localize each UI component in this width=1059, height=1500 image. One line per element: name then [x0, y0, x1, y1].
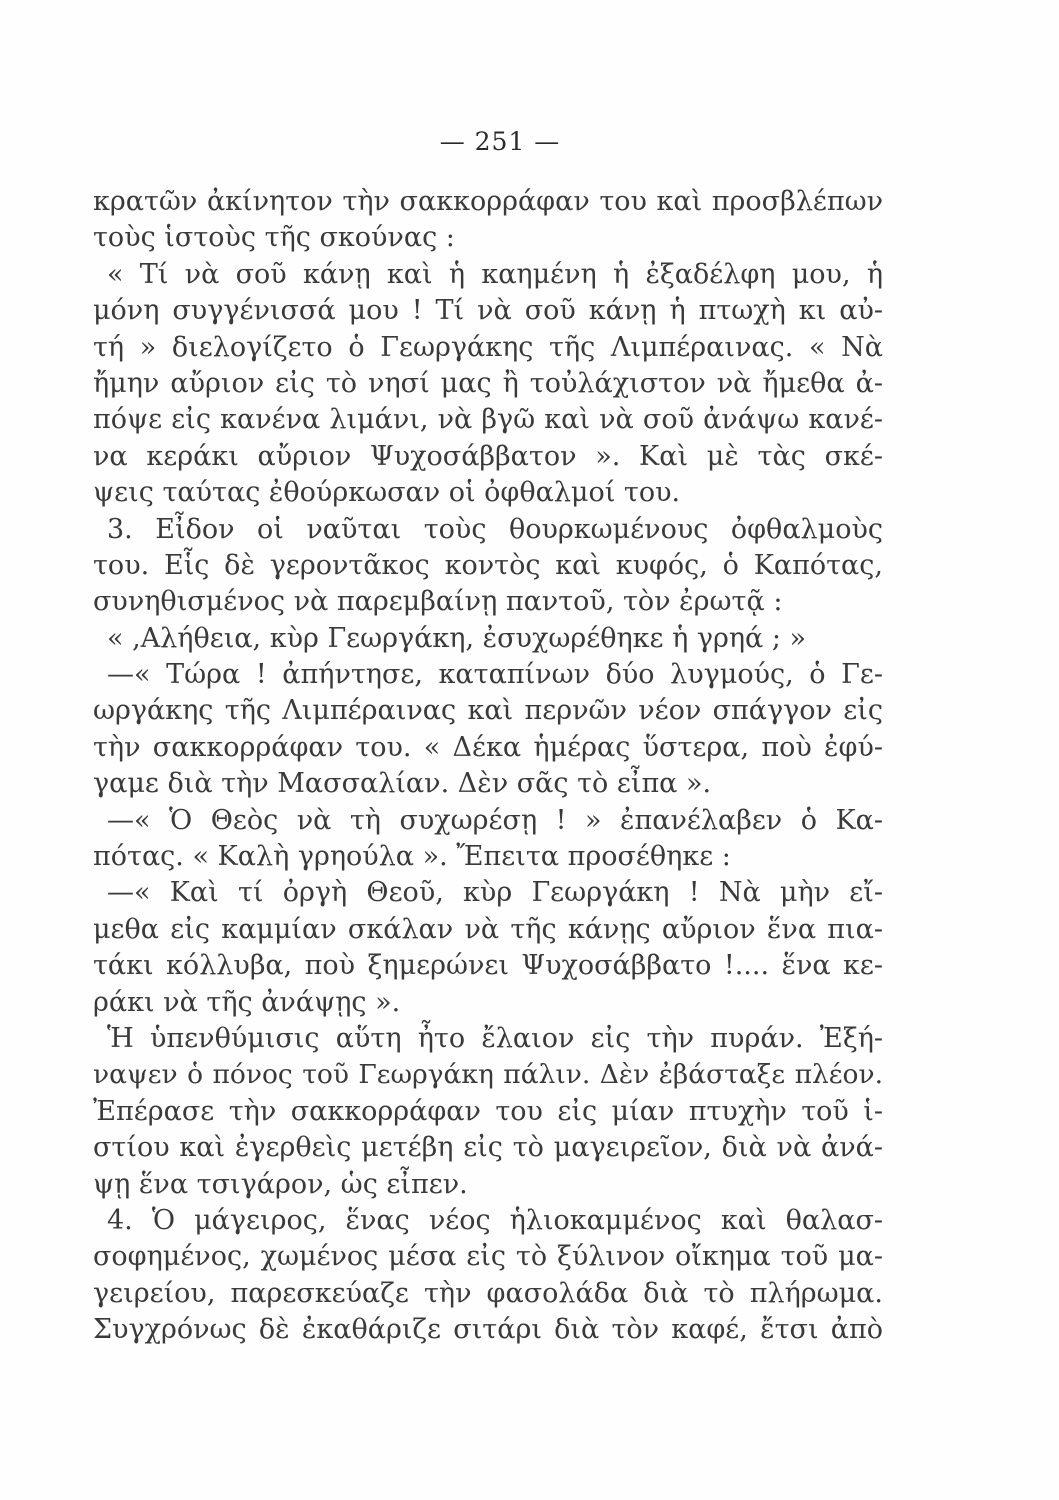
text-line: —« Τώρα ! ἀπήντησε, καταπίνων δύο λυγμούς, ὁ Γε-	[107, 659, 883, 691]
text-line: τή » διελογίζετο ὁ Γεωργάκης τῆς Λιμπέραινας. « Νὰ	[93, 331, 883, 363]
text-line: 3. Εἶδον οἱ ναῦται τοὺς θουρκωμένους ὀφθαλμοὺς	[107, 513, 883, 545]
text-line: Συγχρόνως δὲ ἐκαθάριζε σιτάρι διὰ τὸν καφέ, ἔτσι ἀπὸ	[93, 1314, 883, 1346]
body-text	[93, 184, 883, 1349]
text-line: Ἡ ὑπενθύμισις αὕτη ἦτο ἔλαιον εἰς τὴν πυράν. Ἐξή-	[107, 1022, 883, 1054]
text-line: σοφημένος, χωμένος μέσα εἰς τὸ ξύλινον οἴκημα τοῦ μα-	[93, 1241, 883, 1273]
text-line: τάκι κόλλυβα, ποὺ ξημερώνει Ψυχοσάββατο !.... ἕνα κε-	[93, 950, 883, 982]
text-line: γαμε διὰ τὴν Μασσαλίαν. Δὲν σᾶς τὸ εἶπα ».	[93, 768, 712, 800]
text-line: κρατῶν ἀκίνητον τὴν σακκορράφαν του καὶ προσβλέπων	[93, 186, 883, 217]
text-line: ράκι νὰ τῆς ἀνάψῃς ».	[93, 986, 401, 1018]
text-line: ψεις ταύτας ἐθούρκωσαν οἱ ὀφθαλμοί του.	[93, 477, 681, 509]
text-line: « Τί νὰ σοῦ κάνῃ καὶ ἡ καημένη ἡ ἐξαδέλφη μου, ἡ	[107, 258, 883, 290]
text-line: 4. Ὁ μάγειρος, ἕνας νέος ἡλιοκαμμένος καὶ θαλασ-	[107, 1204, 883, 1236]
text-line: μεθα εἰς καμμίαν σκάλαν νὰ τῆς κάνῃς αὔριον ἕνα πια-	[93, 913, 883, 945]
text-line: —« Ὁ Θεὸς νὰ τὴ συχωρέσῃ ! » ἐπανέλαβεν ὁ Κα-	[107, 804, 883, 836]
text-line: ωργάκης τῆς Λιμπέραινας καὶ περνῶν νέον σπάγγον εἰς	[93, 695, 883, 727]
text-line: πότας. « Καλὴ γρηούλα ». Ἔπειτα προσέθηκε :	[93, 841, 731, 873]
text-line: Ἐπέρασε τὴν σακκορράφαν του εἰς μίαν πτυχὴν τοῦ ἱ-	[93, 1095, 883, 1127]
text-line: να κεράκι αὔριον Ψυχοσάββατον ». Καὶ μὲ τὰς σκέ-	[93, 440, 883, 472]
text-line: πόψε εἰς κανένα λιμάνι, νὰ βγῶ καὶ νὰ σοῦ ἀνάψω κανέ-	[93, 404, 883, 436]
text-line: « ,Αλήθεια, κὺρ Γεωργάκη, ἐσυχωρέθηκε ἡ γρηά ; »	[107, 622, 807, 654]
text-line: τοὺς ἱστοὺς τῆς σκούνας :	[93, 222, 455, 254]
text-line: στίου καὶ ἐγερθεὶς μετέβη εἰς τὸ μαγειρεῖον, διὰ νὰ ἀνά-	[93, 1132, 883, 1164]
text-line: —« Καὶ τί ὀργὴ Θεοῦ, κὺρ Γεωργάκη ! Νὰ μὴν εἴ-	[107, 877, 883, 909]
text-line: μόνη συγγένισσά μου ! Τί νὰ σοῦ κάνῃ ἡ πτωχὴ κι αὐ-	[93, 295, 883, 327]
page-number: — 251 —	[439, 127, 561, 156]
text-line: γειρείου, παρεσκεύαζε τὴν φασολάδα διὰ τὸ πλήρωμα.	[93, 1277, 883, 1309]
text-line: ἤμην αὔριον εἰς τὸ νησί μας ἢ τοὐλάχιστον νὰ ἤμεθα ἀ-	[93, 367, 883, 399]
text-line: ψῃ ἕνα τσιγάρον, ὡς εἶπεν.	[93, 1168, 468, 1200]
text-line: ναψεν ὁ πόνος τοῦ Γεωργάκη πάλιν. Δὲν ἐβάσταξε πλέον.	[93, 1059, 883, 1091]
text-line: του. Εἷς δὲ γεροντᾶκος κοντὸς καὶ κυφός, ὁ Καπότας,	[93, 549, 883, 581]
text-line: συνηθισμένος νὰ παρεμβαίνῃ παντοῦ, τὸν ἐρωτᾷ :	[93, 586, 783, 618]
text-line: τὴν σακκορράφαν του. « Δέκα ἡμέρας ὕστερα, ποὺ ἐφύ-	[93, 731, 883, 763]
